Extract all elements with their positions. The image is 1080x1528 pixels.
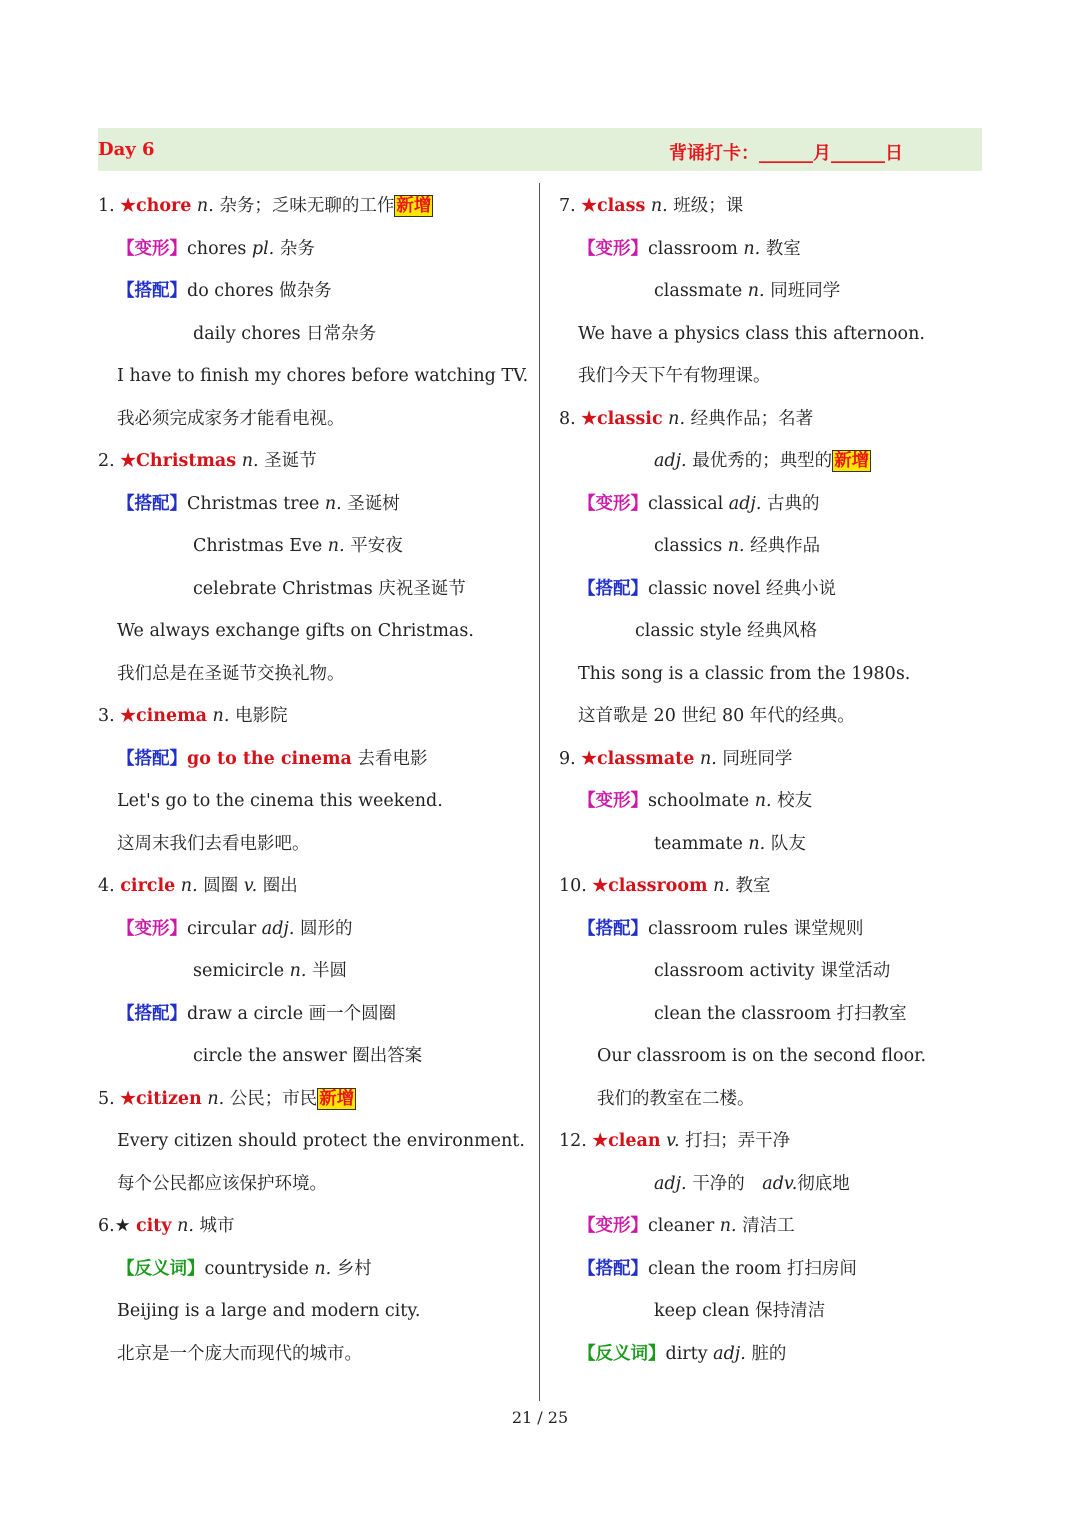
- headword: ★classic: [581, 408, 663, 429]
- form-word: cleaner: [648, 1216, 720, 1236]
- entry-heading: [98, 865, 538, 908]
- headword: ★cinema: [120, 706, 207, 726]
- column-divider: [539, 183, 540, 1401]
- collocation-line: [98, 738, 538, 781]
- form-line: [559, 780, 999, 823]
- collocation: draw a circle 画一个圆圈: [187, 1003, 397, 1024]
- part-of-speech: n.: [175, 876, 198, 896]
- collocation-line: [98, 1035, 538, 1078]
- definition: 城市: [193, 1216, 235, 1236]
- day-header-bar: [98, 128, 982, 171]
- new-badge: 新增: [319, 1088, 355, 1109]
- definition: 圆圈: [197, 876, 244, 896]
- entry-heading: [98, 1205, 538, 1248]
- form-line: [559, 1205, 999, 1248]
- collocation-line: [98, 313, 538, 356]
- headword: ★Christmas: [120, 451, 237, 471]
- headword: ★clean: [592, 1131, 661, 1151]
- part-of-speech: n.: [707, 876, 730, 896]
- form-line: [559, 823, 999, 866]
- form-word: classmate: [654, 281, 748, 301]
- part-of-speech: n.: [694, 748, 717, 769]
- tag-collocation: 【搭配】: [578, 918, 648, 939]
- tag-forms: 【变形】: [578, 493, 648, 514]
- collocation: daily chores 日常杂务: [193, 323, 377, 344]
- tag-collocation: 【搭配】: [117, 1003, 187, 1024]
- definition: 彻底地: [797, 1173, 850, 1194]
- form-word: classroom: [648, 238, 744, 259]
- example-sentence: This song is a classic from the 1980s.: [578, 663, 911, 684]
- entry-heading: [559, 865, 999, 908]
- example-translation: 我们的教室在二楼。: [597, 1088, 755, 1109]
- part-of-speech: n: [191, 196, 209, 216]
- form-word: teammate: [654, 833, 749, 854]
- collocation: clean the room 打扫房间: [648, 1258, 857, 1279]
- example-sentence: Our classroom is on the second floor.: [597, 1046, 927, 1066]
- form-pos: n.: [719, 1216, 737, 1236]
- definition: 干净的: [686, 1173, 751, 1194]
- form-def: 杂务: [274, 238, 315, 259]
- entry-heading: [559, 398, 999, 441]
- definition: 经典作品；名著: [685, 408, 814, 429]
- tag-forms: 【变形】: [578, 238, 648, 259]
- entry-number: 3.: [98, 706, 121, 726]
- collocation: do chores 做杂务: [187, 281, 332, 301]
- collocation: classic novel 经典小说: [648, 578, 836, 599]
- form-pos: adj.: [728, 493, 762, 514]
- form-def: 古典的: [761, 493, 820, 514]
- definition: 教室: [729, 876, 771, 896]
- definition: 同班同学: [716, 748, 793, 769]
- antonym-word: dirty: [665, 1343, 714, 1364]
- collocation-line: [559, 568, 999, 611]
- tag-forms: 【变形】: [578, 791, 648, 811]
- headword: ★citizen: [120, 1088, 202, 1109]
- checkin-date: 背诵打卡：______月______日: [669, 143, 903, 164]
- headword: circle: [120, 876, 176, 896]
- part-of-speech: adj.: [654, 1173, 687, 1194]
- tag-collocation: 【搭配】: [117, 748, 187, 769]
- collocation-line: [98, 483, 538, 526]
- headword: ★chore: [120, 196, 192, 216]
- entry-number: 8.: [559, 408, 582, 429]
- antonym-def: 脏的: [745, 1343, 787, 1364]
- collocation: classic style 经典风格: [635, 621, 818, 641]
- form-def: 队友: [765, 833, 806, 854]
- example-translation: 我们今天下午有物理课。: [578, 366, 771, 386]
- form-def: 半圆: [306, 961, 348, 981]
- definition: 电影院: [229, 706, 288, 726]
- form-def: 教室: [760, 238, 801, 259]
- entry-heading: [559, 1120, 999, 1163]
- form-line: [559, 228, 999, 271]
- collocation-line: [559, 1248, 999, 1291]
- collocation-pos: n.: [327, 536, 345, 556]
- entry-number: 12.: [559, 1131, 593, 1151]
- entry-heading: [559, 738, 999, 781]
- part-of-speech: n.: [662, 408, 686, 429]
- form-def: 校友: [771, 791, 813, 811]
- part-of-speech: n.: [645, 196, 668, 216]
- collocation-line: [559, 1290, 999, 1333]
- collocation: Christmas tree: [187, 493, 325, 514]
- entry-number: 4.: [98, 876, 121, 896]
- form-line: [98, 228, 538, 271]
- collocation: clean the classroom 打扫教室: [654, 1003, 907, 1024]
- part-of-speech: n: [201, 1088, 219, 1109]
- new-badge: 新增: [834, 451, 870, 471]
- entry-heading: [98, 695, 538, 738]
- collocation: Christmas Eve: [193, 536, 328, 556]
- entry-number: 2.: [98, 451, 121, 471]
- antonym-word: countryside: [204, 1258, 315, 1279]
- tag-forms: 【变形】: [117, 918, 187, 939]
- entry-number: 9.: [559, 748, 582, 769]
- collocation-line: [98, 993, 538, 1036]
- form-def: 圆形的: [294, 918, 353, 939]
- headword: city: [135, 1216, 172, 1236]
- form-def: 经典作品: [744, 536, 821, 556]
- collocation-line: [559, 950, 999, 993]
- definition: 圣诞节: [258, 451, 317, 471]
- headword: ★classroom: [592, 876, 708, 896]
- collocation-line: [559, 993, 999, 1036]
- part-of-speech: v.: [660, 1131, 680, 1151]
- tag-collocation: 【搭配】: [117, 493, 187, 514]
- form-word: circular: [187, 918, 262, 939]
- form-word: chores: [187, 238, 252, 259]
- collocation: keep clean 保持清洁: [654, 1301, 826, 1321]
- entry-heading: [559, 185, 999, 228]
- form-line: [559, 525, 999, 568]
- new-badge: 新增: [396, 196, 432, 216]
- right-column: [559, 185, 999, 1375]
- collocation: circle the answer 圈出答案: [193, 1046, 423, 1066]
- example-translation: 这周末我们去看电影吧。: [117, 833, 310, 854]
- headword: ★class: [581, 196, 646, 216]
- form-def: 清洁工: [736, 1216, 795, 1236]
- antonym-pos: adj.: [713, 1343, 746, 1364]
- collocation: go to the cinema: [187, 748, 352, 769]
- form-line: [98, 950, 538, 993]
- example-sentence: Let's go to the cinema this weekend.: [117, 791, 443, 811]
- tag-antonym: 【反义词】: [117, 1258, 205, 1279]
- collocation-def: 平安夜: [344, 536, 403, 556]
- form-pos: n.: [748, 833, 766, 854]
- example-translation: 我们总是在圣诞节交换礼物。: [117, 663, 345, 684]
- headword: ★classmate: [581, 748, 695, 769]
- part-of-speech: n.: [236, 451, 259, 471]
- antonym-line: [559, 1333, 999, 1376]
- entry-number: 1.: [98, 196, 121, 216]
- definition: 圈出: [257, 876, 298, 896]
- collocation-def: 去看电影: [351, 748, 428, 769]
- definition-line: [559, 440, 999, 483]
- form-pos: n.: [289, 961, 307, 981]
- example-sentence: Every citizen should protect the environment.: [117, 1131, 525, 1151]
- part-of-speech: n.: [206, 706, 230, 726]
- antonym-def: 乡村: [331, 1258, 372, 1279]
- form-word: schoolmate: [648, 791, 755, 811]
- example-sentence: Beijing is a large and modern city.: [117, 1301, 421, 1321]
- form-pos: adj.: [261, 918, 295, 939]
- entry-heading: [98, 1078, 538, 1121]
- form-word: classical: [648, 493, 729, 514]
- form-line: [98, 908, 538, 951]
- example-sentence: We always exchange gifts on Christmas.: [117, 621, 474, 641]
- left-column: [98, 185, 538, 1375]
- form-pos: n.: [727, 536, 745, 556]
- tag-collocation: 【搭配】: [578, 578, 648, 599]
- form-pos: n.: [747, 281, 765, 301]
- tag-forms: 【变形】: [578, 1216, 648, 1236]
- form-line: [559, 270, 999, 313]
- definition: 最优秀的；典型的: [686, 451, 833, 471]
- example-sentence: We have a physics class this afternoon.: [578, 323, 925, 344]
- collocation-line: [98, 568, 538, 611]
- collocation: classroom activity 课堂活动: [654, 961, 891, 981]
- definition: . 公民；市民: [218, 1088, 318, 1109]
- form-pos: pl.: [251, 238, 275, 259]
- example-translation: 每个公民都应该保护环境。: [117, 1173, 327, 1194]
- form-word: classics: [654, 536, 728, 556]
- collocation-line: [559, 610, 999, 653]
- definition-line: [559, 1163, 999, 1206]
- antonym-pos: n.: [314, 1258, 332, 1279]
- entry-heading: [98, 185, 538, 228]
- day-title: Day 6: [98, 139, 155, 160]
- collocation: classroom rules 课堂规则: [648, 918, 864, 939]
- tag-collocation: 【搭配】: [578, 1258, 648, 1279]
- tag-antonym: 【反义词】: [578, 1343, 666, 1364]
- entry-number: 5.: [98, 1088, 121, 1109]
- form-word: semicircle: [193, 961, 290, 981]
- example-translation: 我必须完成家务才能看电视。: [117, 408, 345, 429]
- collocation: celebrate Christmas 庆祝圣诞节: [193, 578, 466, 599]
- collocation-line: [98, 270, 538, 313]
- page-number: 21 / 25: [511, 1408, 569, 1427]
- example-translation: 北京是一个庞大而现代的城市。: [117, 1343, 362, 1364]
- entry-number: 6.★: [98, 1216, 136, 1236]
- collocation-def: 圣诞树: [341, 493, 400, 514]
- collocation-line: [98, 525, 538, 568]
- collocation-pos: n.: [324, 493, 342, 514]
- entry-number: 7.: [559, 196, 582, 216]
- tag-forms: 【变形】: [117, 238, 187, 259]
- part-of-speech: adv.: [762, 1173, 798, 1194]
- definition: 打扫；弄干净: [679, 1131, 791, 1151]
- form-pos: n.: [754, 791, 772, 811]
- part-of-speech: v.: [243, 876, 258, 896]
- example-sentence: I have to finish my chores before watching TV.: [117, 366, 529, 386]
- entry-heading: [98, 440, 538, 483]
- collocation-line: [559, 908, 999, 951]
- tag-collocation: 【搭配】: [117, 281, 187, 301]
- part-of-speech: adj.: [654, 451, 687, 471]
- form-pos: n.: [743, 238, 761, 259]
- definition: 班级；课: [667, 196, 744, 216]
- part-of-speech: n.: [171, 1216, 194, 1236]
- definition: . 杂务；乏味无聊的工作: [208, 196, 395, 216]
- entry-number: 10.: [559, 876, 593, 896]
- antonym-line: [98, 1248, 538, 1291]
- form-line: [559, 483, 999, 526]
- example-translation: 这首歌是 20 世纪 80 年代的经典。: [578, 706, 855, 726]
- form-def: 同班同学: [764, 281, 841, 301]
